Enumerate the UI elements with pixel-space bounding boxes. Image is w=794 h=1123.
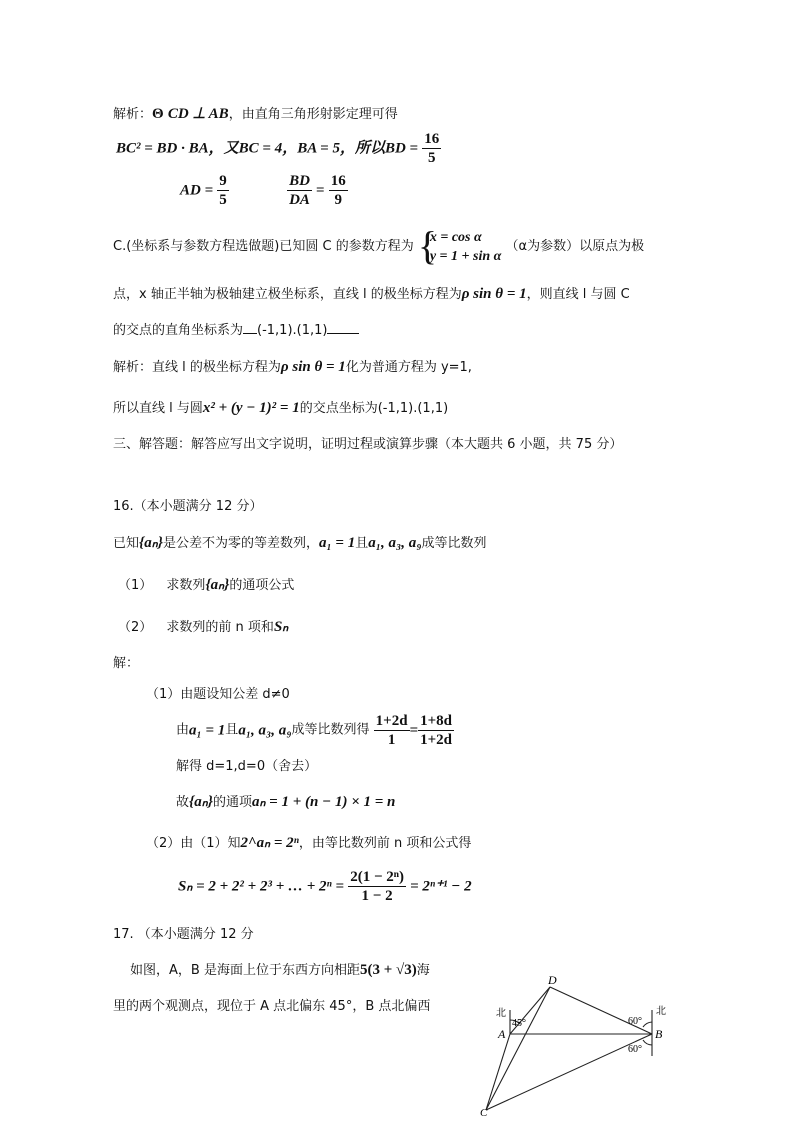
label-c: C [480,1107,488,1118]
analysis1-bc-eq: BC² = BD · BA，又BC = 4，BA = 5，所以BD = [116,140,419,157]
q16-part1-tail: 的通项公式 [229,578,295,593]
q16-stem-mid: 是公差不为零的等差数列， [162,536,319,551]
q16-part1-num: （1） [118,578,153,593]
analysis1-ad-den: 5 [219,192,227,208]
q16-stem-pre: 已知 [113,536,140,551]
q16-step4-pre: 故 [176,795,190,810]
problemC-line1 [113,223,645,268]
q16-step2-mid: 成等比数列得 [291,722,370,738]
section3-heading: 三、解答题：解答应写出文字说明，证明过程或演算步骤（本大题共 6 小题，共 75 分） [113,437,623,452]
problemC-sol1-text: 解析：直线 l 的极坐标方程为 [113,360,281,375]
analysis1-line2 [116,130,441,167]
problemC-parametric-system [417,223,502,268]
q16-step2-fraction-left [374,712,410,749]
q16-step6-frac-den: 1 − 2 [361,888,393,904]
analysis1-ratio-value-den: 9 [334,192,342,208]
answer-blank-right [327,321,359,334]
q16-step6-lhs: Sₙ = 2 + 2² + 2³ + … + 2ⁿ = [178,878,345,895]
q16-step2-pre: 由 [176,722,190,738]
analysis1-prefix: 解析： [113,107,153,122]
q16-step2 [176,712,454,749]
q16-part2-num: （2） [118,620,153,635]
q17-line1-text: 如图，A，B 是海面上位于东西方向相距 [130,963,360,978]
label-angle-60-bottom: 60° [628,1044,642,1055]
problemC-sys-row1: x = cos α [429,230,482,245]
q17-line1-tail: 海 [416,963,430,978]
problemC-sol2-eq: x² + (y − 1)² = 1 [202,400,300,416]
q16-part1 [118,575,294,596]
q16-step5-tail: ，由等比数列前 n 项和公式得 [298,836,472,851]
q16-part2-pre: 求数列的前 n 项和 [166,620,274,635]
q16-step1: （1）由题设知公差 d≠0 [146,687,290,702]
label-north-left: 北 [496,1008,506,1019]
analysis1-line1 [113,104,398,125]
problemC-line2-text: 点，x 轴正半轴为极轴建立极坐标系，直线 l 的极坐标方程为 [113,287,462,302]
problemC-line2-eq: ρ sin θ = 1 [461,286,527,302]
problemC-answer: (-1,1).(1,1) [257,323,328,338]
label-north-right: 北 [656,1006,666,1017]
label-d: D [548,973,557,987]
q16-stem-tail: 成等比数列 [421,536,487,551]
label-angle-45: 45° [512,1018,526,1029]
q16-step4-mid: 的通项 [212,795,252,810]
analysis1-ad-fraction [217,172,229,209]
problemC-sol2-text: 所以直线 l 与圆 [113,401,203,416]
q16-stem [113,533,486,554]
analysis1-bd-den: 5 [427,150,436,166]
q16-stem-and: 且 [355,536,369,551]
q16-step2-f1-num: 1+2d [375,713,408,729]
q16-part2-sym: Sₙ [273,619,289,635]
q16-step4 [176,792,395,813]
q17-line2: 里的两个观测点，现位于 A 点北偏东 45°，B 点北偏西 [113,999,431,1014]
problemC-sol1-eq: ρ sin θ = 1 [280,359,346,375]
line-ac [486,1034,510,1110]
q16-step6-fraction [348,868,406,905]
q16-step3: 解得 d=1,d=0（舍去） [176,759,318,774]
q16-step6 [178,868,472,905]
q16-step2-f2-den: 1+2d [420,732,453,748]
analysis1-condition: CD ⊥ AB [167,106,229,122]
q16-step4-seq: {aₙ} [189,794,213,810]
q16-part2 [118,617,288,638]
q16-step2-terms: a₁, a₃, a₉ [238,722,292,739]
problemC-sol2 [113,398,448,419]
problemC-line2 [113,284,630,305]
angle-arc-b-top [643,1022,652,1027]
problemC-line2-tail: ，则直线 l 与圆 C [526,287,630,302]
q16-stem-terms: a₁, a₃, a₉ [368,535,422,551]
analysis1-ratio-num: BD [289,173,310,189]
analysis1-ratio-value-num: 16 [330,173,346,189]
analysis1-ad-label: AD = [180,182,214,199]
q16-stem-seq: {aₙ} [139,535,163,551]
label-angle-60-top: 60° [628,1016,642,1027]
label-a: A [498,1027,506,1041]
problemC-text: C.(坐标系与参数方程选做题)已知圆 C 的参数方程为 [113,239,414,254]
observation-figure [478,972,668,1118]
q16-part1-seq: {aₙ} [205,577,230,593]
brace-icon: { [417,223,438,268]
angle-arc-b-bottom [643,1040,652,1045]
q16-step2-fraction-right [418,712,454,749]
q16-stem-eq: a₁ = 1 [318,535,356,551]
q16-part1-pre: 求数列 [166,578,206,593]
line-dc [486,987,550,1110]
q17-title: 17. （本小题满分 12 分 [113,927,254,942]
problemC-sol1 [113,357,472,378]
answer-blank-left [243,321,257,334]
q16-solution-label: 解： [113,656,140,671]
analysis1-ratio-eq: = [316,182,325,199]
analysis1-ratio-fraction [287,172,312,209]
analysis1-line3 [180,172,348,209]
q16-step2-f2-num: 1+8d [420,713,453,729]
analysis1-because-symbol: Θ [152,106,164,122]
problemC-tail: （α为参数）以原点为极 [505,239,645,254]
q16-title: 16.（本小题满分 12 分） [113,499,263,514]
problemC-sol2-tail: 的交点坐标为(-1,1).(1,1) [299,401,449,416]
q16-step2-eq: a₁ = 1 [189,722,226,739]
analysis1-ratio-value [329,172,348,209]
q16-step6-frac-num: 2(1 − 2ⁿ) [350,869,404,885]
q17-line1-eq: 5(3 + √3) [359,962,417,978]
problemC-sol1-tail: 化为普通方程为 y=1, [345,360,472,375]
q16-step2-and: 且 [225,722,239,738]
q16-step4-eq: aₙ = 1 + (n − 1) × 1 = n [251,794,396,810]
q16-step5-pre: （2）由（1）知 [146,836,241,851]
analysis1-ad-num: 9 [219,173,227,189]
q16-step2-eqsign: = [409,722,419,739]
analysis1-ratio-den: DA [289,192,310,208]
problemC-line3-text: 的交点的直角坐标系为 [113,323,244,338]
analysis1-bd-fraction [422,130,441,167]
q16-step2-f1-den: 1 [387,732,396,748]
problemC-line3 [113,321,359,341]
q16-step5 [146,833,471,854]
q17-line1 [130,960,430,981]
analysis1-bd-num: 16 [424,131,440,147]
problemC-sys-row2: y = 1 + sin α [429,249,502,264]
analysis1-text: ，由直角三角形射影定理可得 [228,107,398,122]
q16-step5-eq: 2^aₙ = 2ⁿ [240,835,299,851]
q16-step6-rhs: = 2ⁿ⁺¹ − 2 [410,878,472,895]
label-b: B [655,1027,663,1041]
